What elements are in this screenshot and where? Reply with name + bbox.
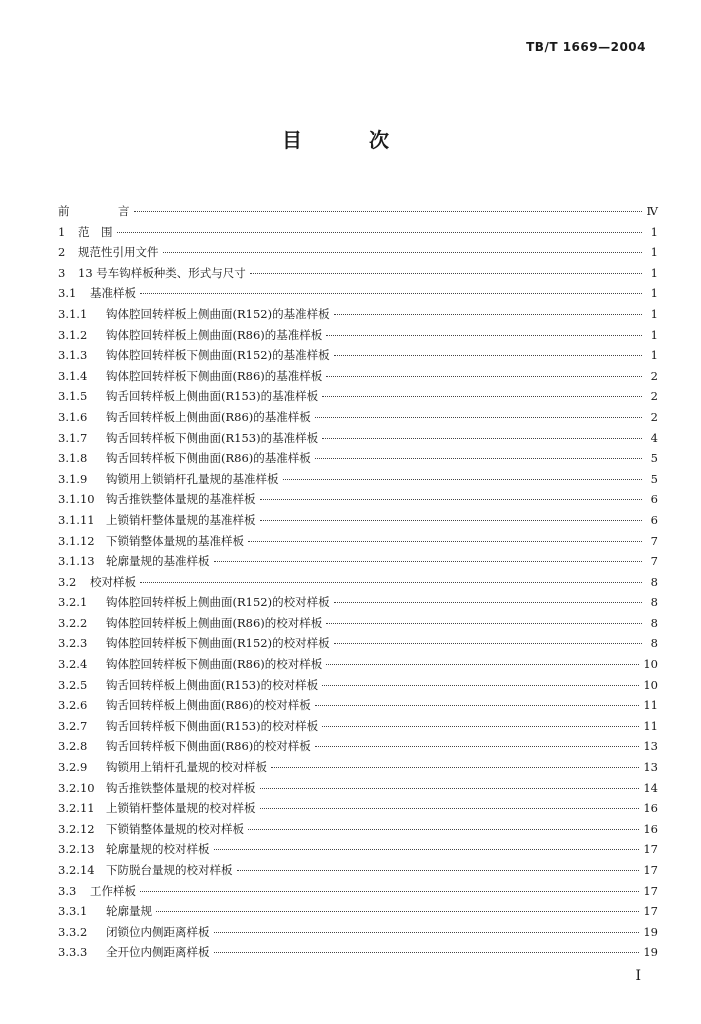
- toc-entry[interactable]: [58, 430, 658, 451]
- toc-entry-page: 8: [650, 615, 658, 630]
- toc-entry-number: 3.1.7: [58, 430, 88, 445]
- toc-entry-label: 钩体腔回转样板下侧曲面(R152)的校对样板: [106, 636, 330, 651]
- toc-entry-number: 3.2.3: [58, 636, 88, 651]
- toc-entry-label: 钩舌推铁整体量规的基准样板: [106, 492, 256, 507]
- toc-entry-page: Ⅳ: [646, 204, 658, 218]
- toc-entry-number: 3.1.8: [58, 451, 88, 466]
- toc-entry-page: 17: [643, 883, 658, 898]
- toc-entry-label: 钩体腔回转样板下侧曲面(R86)的校对样板: [106, 657, 323, 672]
- toc-entry-number: 3.1.3: [58, 348, 88, 363]
- toc-entry-label: 钩舌回转样板下侧曲面(R86)的校对样板: [106, 739, 311, 754]
- toc-entry-page: 5: [650, 471, 658, 486]
- toc-entry-number: 3.1.6: [58, 409, 88, 424]
- toc-entry-page: 2: [650, 389, 658, 404]
- toc-entry-label: 闭锁位内侧距离样板: [106, 924, 210, 939]
- toc-entry[interactable]: [58, 409, 658, 430]
- toc-entry-page: 8: [650, 636, 658, 651]
- dot-leader: [322, 438, 642, 439]
- toc-entry-number: 3.2.6: [58, 698, 88, 713]
- toc-entry-number: 2: [58, 245, 66, 260]
- toc-entry-label: 言: [118, 204, 130, 218]
- dot-leader: [140, 582, 642, 583]
- dot-leader: [248, 541, 642, 542]
- toc-entry-number: 3.2.7: [58, 718, 88, 733]
- toc-entry-page: 10: [643, 657, 658, 672]
- toc-entry-label: 上锁销杆整体量规的校对样板: [106, 801, 256, 816]
- toc-entry[interactable]: [58, 553, 658, 574]
- toc-entry-number: 3.1.1: [58, 306, 88, 321]
- toc-entry-page: 2: [650, 368, 658, 383]
- dot-leader: [322, 685, 639, 686]
- toc-entry[interactable]: [58, 594, 658, 615]
- toc-entry[interactable]: [58, 512, 658, 533]
- toc-entry-page: 1: [650, 348, 658, 363]
- toc-entry-label: 校对样板: [90, 574, 136, 589]
- toc-entry-page: 17: [643, 904, 658, 919]
- toc-entry[interactable]: [58, 718, 658, 739]
- toc-entry[interactable]: [58, 327, 658, 348]
- toc-entry[interactable]: [58, 635, 658, 656]
- toc-entry[interactable]: [58, 533, 658, 554]
- toc-entry-number: 3.1.10: [58, 492, 95, 507]
- dot-leader: [163, 252, 643, 253]
- toc-entry-page: 8: [650, 574, 658, 589]
- toc-entry[interactable]: [58, 471, 658, 492]
- toc-entry[interactable]: [58, 244, 658, 265]
- dot-leader: [248, 829, 639, 830]
- toc-entry-number: 3.1: [58, 286, 77, 301]
- toc-entry-page: 6: [650, 512, 658, 527]
- toc-entry-number: 3: [58, 265, 66, 280]
- toc-entry[interactable]: [58, 903, 658, 924]
- toc-entry-label: 下锁销整体量规的基准样板: [106, 533, 244, 548]
- toc-entry-label: 下锁销整体量规的校对样板: [106, 821, 244, 836]
- toc-entry-number: 3.2.2: [58, 615, 88, 630]
- toc-entry-number: 3.2.9: [58, 760, 88, 775]
- toc-entry[interactable]: [58, 924, 658, 945]
- toc-entry[interactable]: [58, 615, 658, 636]
- toc-entry[interactable]: [58, 944, 658, 965]
- standard-code: TB/T 1669—2004: [526, 40, 646, 54]
- toc-entry[interactable]: [58, 677, 658, 698]
- dot-leader: [134, 211, 643, 212]
- dot-leader: [326, 335, 642, 336]
- dot-leader: [334, 602, 642, 603]
- dot-leader: [326, 376, 642, 377]
- toc-entry-page: 11: [643, 718, 658, 733]
- toc-entry-number: 3.2.5: [58, 677, 88, 692]
- toc-entry-label: 钩锁用上锁销杆孔量规的基准样板: [106, 471, 279, 486]
- toc-entry-label: 钩舌回转样板上侧曲面(R153)的基准样板: [106, 389, 319, 404]
- dot-leader: [315, 746, 640, 747]
- toc-entry-number: 3.2.4: [58, 657, 88, 672]
- toc-entry-page: 16: [643, 821, 658, 836]
- toc-entry[interactable]: [58, 656, 658, 677]
- toc-entry[interactable]: [58, 306, 658, 327]
- toc-entry-page: 1: [650, 265, 658, 280]
- toc-entry-page: 1: [650, 286, 658, 301]
- toc-entry[interactable]: [58, 574, 658, 595]
- dot-leader: [214, 849, 640, 850]
- toc-entry[interactable]: [58, 883, 658, 904]
- toc-entry-label: 轮廓量规的基准样板: [106, 554, 210, 569]
- toc-entry-label: 13 号车钩样板种类、形式与尺寸: [78, 265, 246, 280]
- toc-entry-number: 3.3.3: [58, 945, 88, 960]
- dot-leader: [140, 293, 642, 294]
- toc-entry[interactable]: [58, 368, 658, 389]
- toc-entry-page: 17: [643, 863, 658, 877]
- toc-entry-number: 3.3.1: [58, 904, 88, 919]
- toc-entry-label: 钩舌回转样板下侧曲面(R153)的校对样板: [106, 718, 319, 733]
- table-of-contents: [58, 203, 658, 965]
- toc-entry-label: 钩舌回转样板下侧曲面(R153)的基准样板: [106, 430, 319, 445]
- toc-entry[interactable]: [58, 224, 658, 245]
- dot-leader: [214, 952, 640, 953]
- toc-entry-number: 3.1.2: [58, 327, 88, 342]
- toc-entry-number: 3.1.13: [58, 554, 95, 569]
- toc-entry-number: 3.2.14: [58, 863, 95, 877]
- dot-leader: [260, 808, 640, 809]
- toc-entry[interactable]: [58, 265, 658, 286]
- toc-entry[interactable]: [58, 491, 658, 512]
- toc-entry[interactable]: [58, 800, 658, 821]
- toc-entry[interactable]: [58, 780, 658, 801]
- dot-leader: [260, 520, 643, 521]
- toc-entry-label: 范 围: [78, 224, 113, 239]
- toc-entry[interactable]: [58, 203, 658, 224]
- toc-entry[interactable]: [58, 841, 658, 862]
- toc-entry-number: 3.3.2: [58, 924, 88, 939]
- toc-entry-page: 7: [650, 533, 658, 548]
- toc-entry-number: 前: [58, 204, 70, 218]
- toc-entry-page: 19: [643, 924, 658, 939]
- toc-entry-label: 钩体腔回转样板下侧曲面(R152)的基准样板: [106, 348, 330, 363]
- toc-entry-number: 3.2.10: [58, 780, 95, 795]
- toc-entry-label: 基准样板: [90, 286, 136, 301]
- toc-entry[interactable]: [58, 862, 658, 883]
- toc-entry-page: 1: [650, 306, 658, 321]
- toc-entry-label: 轮廓量规的校对样板: [106, 842, 210, 857]
- toc-entry-label: 钩舌回转样板下侧曲面(R86)的基准样板: [106, 451, 311, 466]
- toc-entry-number: 3.2.11: [58, 801, 95, 816]
- toc-entry-page: 6: [650, 492, 658, 507]
- toc-entry[interactable]: [58, 821, 658, 842]
- toc-entry-number: 3.2.1: [58, 595, 88, 610]
- toc-entry-page: 4: [650, 430, 658, 445]
- dot-leader: [326, 664, 639, 665]
- toc-entry-number: 3.2.13: [58, 842, 95, 857]
- dot-leader: [326, 623, 642, 624]
- toc-entry[interactable]: [58, 738, 658, 759]
- toc-entry-page: 8: [650, 595, 658, 610]
- toc-entry-page: 16: [643, 801, 658, 816]
- toc-entry-label: 钩体腔回转样板上侧曲面(R86)的校对样板: [106, 615, 323, 630]
- dot-leader: [334, 643, 642, 644]
- toc-entry-label: 钩体腔回转样板上侧曲面(R152)的基准样板: [106, 306, 330, 321]
- dot-leader: [271, 767, 639, 768]
- toc-entry-number: 3.2.8: [58, 739, 88, 754]
- toc-entry[interactable]: [58, 697, 658, 718]
- dot-leader: [283, 479, 643, 480]
- toc-entry-label: 钩锁用上销杆孔量规的校对样板: [106, 760, 267, 775]
- toc-title: 目 次: [282, 128, 419, 152]
- toc-entry-page: 7: [650, 554, 658, 569]
- toc-entry-label: 全开位内侧距离样板: [106, 945, 210, 960]
- toc-entry-number: 3.3: [58, 883, 77, 898]
- toc-entry-number: 3.1.5: [58, 389, 88, 404]
- toc-entry-page: 5: [650, 451, 658, 466]
- toc-entry-label: 上锁销杆整体量规的基准样板: [106, 512, 256, 527]
- dot-leader: [214, 932, 640, 933]
- toc-entry-page: 10: [643, 677, 658, 692]
- dot-leader: [322, 726, 639, 727]
- toc-entry-number: 3.1.4: [58, 368, 88, 383]
- dot-leader: [237, 870, 640, 871]
- toc-entry-page: 1: [650, 245, 658, 260]
- toc-entry-page: 19: [643, 945, 658, 960]
- toc-entry-label: 工作样板: [90, 883, 136, 898]
- toc-entry-page: 2: [650, 409, 658, 424]
- toc-entry-label: 轮廓量规: [106, 904, 152, 919]
- toc-entry-page: 13: [643, 739, 658, 754]
- toc-entry-number: 3.1.11: [58, 512, 95, 527]
- toc-entry[interactable]: [58, 388, 658, 409]
- dot-leader: [156, 911, 639, 912]
- dot-leader: [334, 314, 642, 315]
- toc-entry-page: 11: [643, 698, 658, 713]
- dot-leader: [117, 232, 643, 233]
- dot-leader: [322, 396, 642, 397]
- toc-entry-page: 1: [650, 327, 658, 342]
- toc-entry-label: 钩舌推铁整体量规的校对样板: [106, 780, 256, 795]
- toc-entry-label: 钩舌回转样板上侧曲面(R153)的校对样板: [106, 677, 319, 692]
- dot-leader: [315, 458, 642, 459]
- toc-entry-label: 钩体腔回转样板下侧曲面(R86)的基准样板: [106, 368, 323, 383]
- toc-entry-number: 3.2.12: [58, 821, 95, 836]
- toc-entry[interactable]: [58, 347, 658, 368]
- dot-leader: [260, 788, 640, 789]
- dot-leader: [214, 561, 643, 562]
- toc-entry[interactable]: [58, 450, 658, 471]
- dot-leader: [250, 273, 642, 274]
- toc-entry-label: 钩舌回转样板上侧曲面(R86)的校对样板: [106, 698, 311, 713]
- dot-leader: [315, 705, 640, 706]
- toc-entry-label: 规范性引用文件: [78, 245, 159, 260]
- toc-entry-number: 3.1.9: [58, 471, 88, 486]
- toc-entry-label: 钩舌回转样板上侧曲面(R86)的基准样板: [106, 409, 311, 424]
- toc-entry-page: 13: [643, 760, 658, 775]
- dot-leader: [334, 355, 642, 356]
- toc-entry-page: 14: [643, 780, 658, 795]
- toc-entry[interactable]: [58, 759, 658, 780]
- dot-leader: [260, 499, 643, 500]
- toc-entry-page: 17: [643, 842, 658, 857]
- toc-entry-number: 1: [58, 224, 66, 239]
- toc-entry-label: 钩体腔回转样板上侧曲面(R86)的基准样板: [106, 327, 323, 342]
- toc-entry[interactable]: [58, 285, 658, 306]
- toc-entry-label: 下防脱台量规的校对样板: [106, 863, 233, 877]
- dot-leader: [315, 417, 642, 418]
- toc-entry-number: 3.1.12: [58, 533, 95, 548]
- toc-entry-label: 钩体腔回转样板上侧曲面(R152)的校对样板: [106, 595, 330, 610]
- toc-entry-page: 1: [650, 224, 658, 239]
- page-number: I: [635, 968, 641, 984]
- toc-entry-number: 3.2: [58, 574, 77, 589]
- dot-leader: [140, 891, 639, 892]
